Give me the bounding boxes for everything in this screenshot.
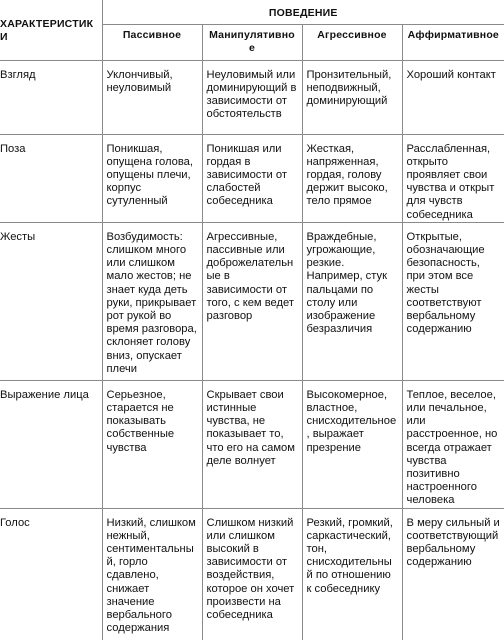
table-cell: Высокомерное, властное, снисходительное, выражает презрение (302, 380, 402, 508)
table-row (0, 60, 504, 134)
table-row (0, 508, 504, 640)
table-cell: Уклончивый, неуловимый (102, 60, 202, 134)
table-cell: Открытые, обозначающие безопасность, при этом все жесты соответствуют вербальному содержанию (402, 222, 504, 380)
row-label: Голос (0, 508, 102, 640)
table-cell: Жесткая, напряженная, гордая, голову держит высоко, тело прямое (302, 134, 402, 222)
table-cell: Неуловимый или доминирующий в зависимости от обстоятельств (202, 60, 302, 134)
table-cell: Хороший контакт (402, 60, 504, 134)
table-row (0, 134, 504, 222)
row-label: Взгляд (0, 60, 102, 134)
table-cell: Поникшая, опущена голова, опущены плечи, корпус сутуленный (102, 134, 202, 222)
row-label: Выражение лица (0, 380, 102, 508)
table-cell: Серьезное, старается не показывать собственные чувства (102, 380, 202, 508)
table-cell: Слишком низкий или слишком высокий в зависимости от воздействия, которое он хочет произвести на собеседника (202, 508, 302, 640)
table-cell: Теплое, веселое, или печальное, или расстроенное, но всегда отражает чувства позитивно настроенного человека (402, 380, 504, 508)
table-cell: Расслабленная, открыто проявляет свои чувства и открыт для чувств собеседника (402, 134, 504, 222)
table-cell: Возбудимость: слишком много или слишком мало жестов; не знает куда деть руки, прикрывает рот рукой во время разговора, склоняет голову вниз, опускает плечи (102, 222, 202, 380)
table-cell: Поникшая или гордая в зависимости от слабостей собеседника (202, 134, 302, 222)
table-cell: Низкий, слишком нежный, сентиментальный, горло сдавлено, снижает значение вербального содержания (102, 508, 202, 640)
table-header (0, 0, 504, 60)
table-row (0, 380, 504, 508)
table-cell: В меру сильный и соответствующий вербальному содержанию (402, 508, 504, 640)
table-row (0, 222, 504, 380)
column-header-affirmative: Аффирмативное (402, 25, 504, 60)
table-cell: Пронзительный, неподвижный, доминирующий (302, 60, 402, 134)
table-cell: Агрессивные, пассивные или доброжелательные в зависимости от того, с кем ведет разговор (202, 222, 302, 380)
column-header-manipulative: Манипулятивное (202, 25, 302, 60)
header-behavior: ПОВЕДЕНИЕ (102, 0, 504, 25)
column-header-passive: Пассивное (102, 25, 202, 60)
table-cell: Скрывает свои истинные чувства, не показывает то, что его на самом деле волнует (202, 380, 302, 508)
table-cell: Враждебные, угрожающие, резкие. Например, стук пальцами по столу или изображение безразличия (302, 222, 402, 380)
table-body (0, 60, 504, 640)
column-header-aggressive: Агрессивное (302, 25, 402, 60)
header-characteristics: ХАРАКТЕРИСТИКИ (0, 0, 102, 60)
row-label: Жесты (0, 222, 102, 380)
row-label: Поза (0, 134, 102, 222)
table-cell: Резкий, громкий, саркастический, тон, снисходительный по отношению к собеседнику (302, 508, 402, 640)
